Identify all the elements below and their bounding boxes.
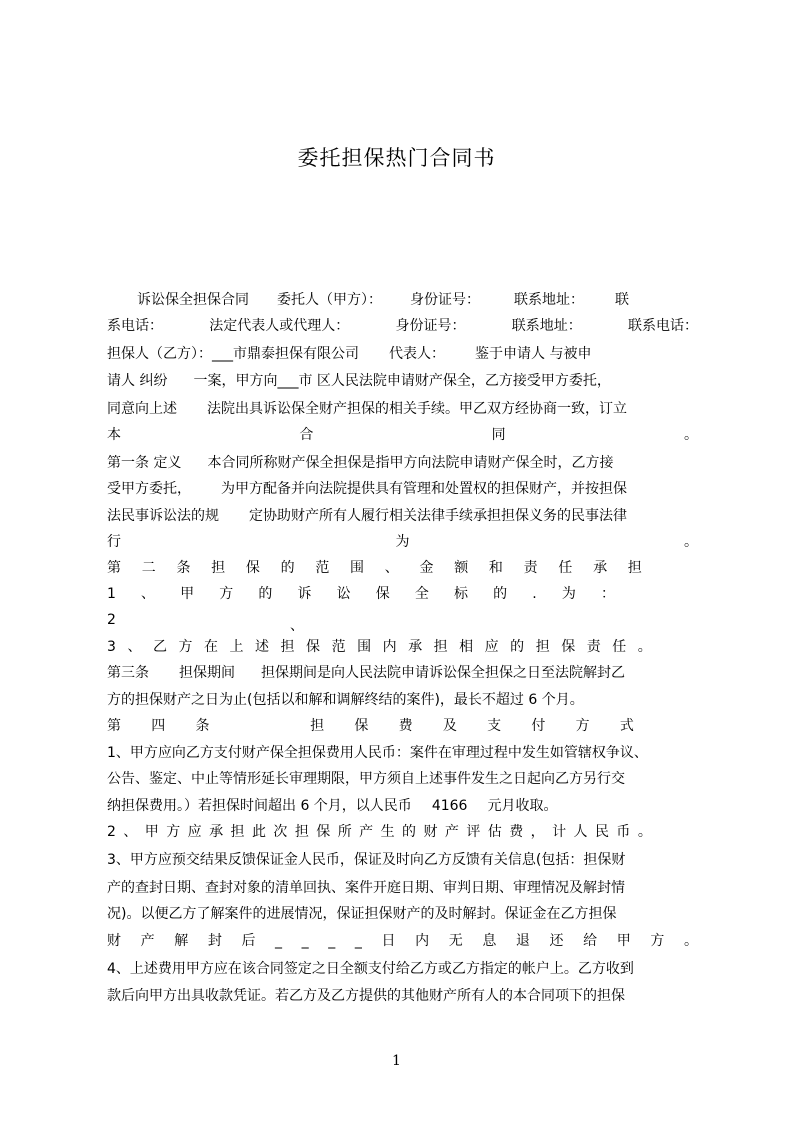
char: 责 bbox=[523, 560, 538, 576]
article3-line2: 方的担保财产之日为止(包括以和解和调解终结的案件)，最长不超过 6 个月。 bbox=[107, 692, 584, 708]
para1-line6 bbox=[107, 422, 698, 448]
char: 币 bbox=[616, 824, 631, 840]
char: 内 bbox=[382, 639, 397, 655]
text-segment: 法定代表人或代理人： bbox=[209, 318, 350, 334]
article4-para2 bbox=[107, 819, 652, 845]
char: 费 bbox=[398, 718, 413, 734]
article2-item3 bbox=[107, 634, 652, 660]
char: 任 bbox=[558, 560, 573, 576]
article4-para1-line1: 1、甲方应向乙方支付财产保全担保费用人民币：案件在审理过程中发生如管辖权争议、 bbox=[107, 745, 648, 761]
char: 范 bbox=[315, 560, 330, 576]
char: 式 bbox=[619, 718, 634, 734]
char: 担 bbox=[310, 718, 325, 734]
char: 金 bbox=[419, 560, 434, 576]
char: 承 bbox=[593, 560, 608, 576]
char: _ bbox=[328, 933, 336, 949]
article4-para3-line2: 产的查封日期、查封对象的清单回执、案件开庭日期、审判日期、审理情况及解封情 bbox=[107, 880, 625, 896]
text-segment: 第三条 bbox=[107, 665, 149, 681]
page-number: 1 bbox=[392, 1053, 401, 1069]
char: ： bbox=[601, 586, 615, 602]
char: 和 bbox=[488, 560, 503, 576]
char: ， bbox=[530, 824, 545, 840]
char: 民 bbox=[594, 824, 609, 840]
text-segment: 。 bbox=[684, 534, 698, 550]
char: 。 bbox=[637, 639, 652, 655]
text-segment: 委托人（甲方）： bbox=[277, 292, 382, 308]
char: 次 bbox=[273, 824, 288, 840]
text-segment: 诉讼保全担保合同 bbox=[137, 292, 249, 308]
char: 人 bbox=[573, 824, 588, 840]
char: 方 bbox=[219, 586, 234, 602]
text-segment: 联系地址： bbox=[514, 292, 584, 308]
char: 评 bbox=[466, 824, 481, 840]
text-segment: 定协助财产所有人履行相关法律手续承担担保义务的民事法律 bbox=[249, 508, 627, 524]
char: 3 bbox=[107, 639, 116, 655]
para1-line2 bbox=[107, 313, 698, 339]
char: 日 bbox=[381, 933, 396, 949]
article4-heading bbox=[107, 713, 634, 739]
char: 围 bbox=[357, 639, 372, 655]
char: 及 bbox=[442, 718, 457, 734]
char: 方 bbox=[575, 718, 590, 734]
text-segment: 为甲方配备并向法院提供具有管理和处置权的担保财产，并按担保 bbox=[221, 481, 627, 497]
char: 二 bbox=[141, 560, 156, 576]
char: 付 bbox=[531, 718, 546, 734]
para1-line3 bbox=[107, 341, 698, 367]
article4-para3-line1: 3、甲方应预交结果反馈保证金人民币，保证及时向乙方反馈有关信息(包括：担保财 bbox=[107, 852, 626, 868]
char: 应 bbox=[187, 824, 202, 840]
char: 责 bbox=[586, 639, 601, 655]
char: 承 bbox=[209, 824, 224, 840]
char: 、 bbox=[384, 560, 399, 576]
article1-line3 bbox=[107, 503, 698, 529]
text-segment: 本 bbox=[107, 427, 121, 443]
char: 2 bbox=[107, 612, 116, 628]
char: 封 bbox=[207, 933, 222, 949]
char: 担 bbox=[280, 639, 295, 655]
char: 的 bbox=[258, 586, 273, 602]
text-segment: 联 bbox=[615, 292, 629, 308]
para1-line1 bbox=[107, 287, 698, 313]
char: 甲 bbox=[616, 933, 631, 949]
char: 。 bbox=[637, 824, 652, 840]
article2-item2 bbox=[107, 607, 304, 633]
char: 退 bbox=[515, 933, 530, 949]
char: 息 bbox=[482, 933, 497, 949]
article4-para1-line3 bbox=[107, 793, 698, 819]
char: 给 bbox=[583, 933, 598, 949]
char: 全 bbox=[414, 586, 429, 602]
char: _ bbox=[354, 933, 362, 949]
char: 第 bbox=[107, 718, 121, 734]
text-segment: 联系电话： bbox=[628, 318, 698, 334]
char: 为 bbox=[561, 586, 576, 602]
char: 额 bbox=[454, 560, 469, 576]
char: 计 bbox=[552, 824, 567, 840]
text-segment: 同 bbox=[491, 427, 506, 443]
char: 担 bbox=[294, 824, 309, 840]
char: 支 bbox=[487, 718, 502, 734]
char: 的 bbox=[402, 824, 417, 840]
char: 后 bbox=[241, 933, 256, 949]
char: 、 bbox=[141, 586, 156, 602]
char: 诉 bbox=[297, 586, 312, 602]
char: 产 bbox=[359, 824, 374, 840]
text-segment: 代表人： bbox=[389, 346, 445, 362]
text-segment: 身份证号： bbox=[395, 318, 466, 334]
text-segment: 法民事诉讼法的规 bbox=[107, 508, 219, 524]
char: 述 bbox=[255, 639, 270, 655]
text-segment: 元月收取。 bbox=[487, 798, 558, 814]
char: 内 bbox=[415, 933, 430, 949]
article4-para1-line2: 公告、鉴定、中止等情形延长审理期限，甲方须自上述事件发生之日起向乙方另行交 bbox=[107, 771, 625, 787]
text-segment: 为 bbox=[395, 534, 410, 550]
char: 的 bbox=[280, 560, 295, 576]
article4-para4-line2: 款后向甲方出具收款凭证。若乙方及乙方提供的其他财产所有人的本合同项下的担保 bbox=[107, 988, 625, 1004]
text-segment: 联系地址： bbox=[511, 318, 582, 334]
text-segment: 担保人（乙方）：___市鼎泰担保有限公司 bbox=[107, 346, 359, 362]
char: 方 bbox=[650, 933, 665, 949]
char: 保 bbox=[316, 824, 331, 840]
char: _ bbox=[301, 933, 309, 949]
article2-item1 bbox=[107, 581, 615, 607]
text-segment: 请人 纠纷 bbox=[107, 373, 168, 389]
article1-line4 bbox=[107, 529, 698, 555]
char: 上 bbox=[229, 639, 244, 655]
char: _ bbox=[275, 933, 283, 949]
text-segment: 系电话： bbox=[107, 318, 163, 334]
text-segment: 受甲方委托， bbox=[107, 481, 191, 497]
text-segment: 同意向上述 bbox=[107, 401, 177, 417]
para1-line4 bbox=[107, 368, 698, 394]
char: 生 bbox=[380, 824, 395, 840]
para1-line5 bbox=[107, 396, 698, 422]
fee-amount: 4166 bbox=[431, 798, 468, 814]
article3-line1 bbox=[107, 660, 698, 686]
char: 讼 bbox=[336, 586, 351, 602]
text-segment: 纳担保费用。）若担保时间超出 6 个月，以人民币 bbox=[107, 798, 412, 814]
char: 、 bbox=[123, 824, 138, 840]
char: 任 bbox=[612, 639, 627, 655]
char: 此 bbox=[251, 824, 266, 840]
char: 的 bbox=[493, 586, 508, 602]
article4-para3-line3: 况)。以便乙方了解案件的进展情况，保证担保财产的及时解封。保证金在乙方担保 bbox=[107, 906, 617, 922]
char: 方 bbox=[166, 824, 181, 840]
char: 担 bbox=[433, 639, 448, 655]
char: 方 bbox=[178, 639, 193, 655]
text-segment: 法院出具诉讼保全财产担保的相关手续。甲乙双方经协商一致，订立 bbox=[207, 401, 627, 417]
char: 解 bbox=[174, 933, 189, 949]
char: 、 bbox=[290, 618, 304, 633]
text-segment: 一案，甲方向___市 区人民法院申请财产保全，乙方接受甲方委托， bbox=[193, 373, 611, 389]
char: 保 bbox=[306, 639, 321, 655]
char: 保 bbox=[354, 718, 369, 734]
article1-line1 bbox=[107, 450, 698, 476]
char: 应 bbox=[484, 639, 499, 655]
char: 保 bbox=[561, 639, 576, 655]
char: 费 bbox=[509, 824, 524, 840]
text-segment: 行 bbox=[107, 534, 121, 550]
char: 还 bbox=[549, 933, 564, 949]
text-segment: 。 bbox=[683, 427, 698, 443]
char: 产 bbox=[140, 933, 155, 949]
article2-heading bbox=[107, 555, 642, 581]
char: 担 bbox=[230, 824, 245, 840]
char: 条 bbox=[176, 560, 191, 576]
text-segment: 鉴于申请人 与被申 bbox=[475, 346, 592, 362]
char: 1 bbox=[107, 586, 116, 602]
article4-para4-line1: 4、上述费用甲方应在该合同签定之日全额支付给乙方或乙方指定的帐户上。乙方收到 bbox=[107, 961, 634, 977]
char: 甲 bbox=[144, 824, 159, 840]
text-segment: 本合同所称财产保全担保是指甲方向法院申请财产保全时，乙方接 bbox=[207, 455, 614, 471]
char: 财 bbox=[423, 824, 438, 840]
char: 所 bbox=[337, 824, 352, 840]
char: 相 bbox=[459, 639, 474, 655]
text-segment: 身份证号： bbox=[410, 292, 480, 308]
article4-para3-line4 bbox=[107, 928, 698, 954]
char: 财 bbox=[107, 933, 121, 949]
char: 范 bbox=[331, 639, 346, 655]
char: 围 bbox=[350, 560, 365, 576]
char: 第 bbox=[107, 560, 121, 576]
char: 担 bbox=[627, 560, 642, 576]
char: 乙 bbox=[152, 639, 167, 655]
char: 、 bbox=[127, 639, 142, 655]
char: 产 bbox=[444, 824, 459, 840]
char: 2 bbox=[107, 824, 116, 840]
char: 四 bbox=[151, 718, 166, 734]
char: 估 bbox=[487, 824, 502, 840]
char: 甲 bbox=[180, 586, 195, 602]
char: 无 bbox=[448, 933, 463, 949]
char: . bbox=[532, 586, 537, 602]
text-segment: 担保期间是向人民法院申请诉讼保全担保之日至法院解封乙 bbox=[261, 665, 625, 681]
char: 承 bbox=[408, 639, 423, 655]
char: 在 bbox=[203, 639, 218, 655]
text-segment: 担保期间 bbox=[179, 665, 235, 681]
char: 保 bbox=[375, 586, 390, 602]
char: 担 bbox=[535, 639, 550, 655]
document-title: 委托担保热门合同书 bbox=[297, 146, 496, 170]
text-segment: 第一条 定义 bbox=[107, 455, 182, 471]
char: 保 bbox=[245, 560, 260, 576]
char: 标 bbox=[454, 586, 469, 602]
char: 的 bbox=[510, 639, 525, 655]
char: 担 bbox=[211, 560, 226, 576]
article1-line2 bbox=[107, 476, 698, 502]
text-segment: 合 bbox=[299, 427, 314, 443]
char: 。 bbox=[683, 933, 698, 949]
char: 条 bbox=[195, 718, 210, 734]
